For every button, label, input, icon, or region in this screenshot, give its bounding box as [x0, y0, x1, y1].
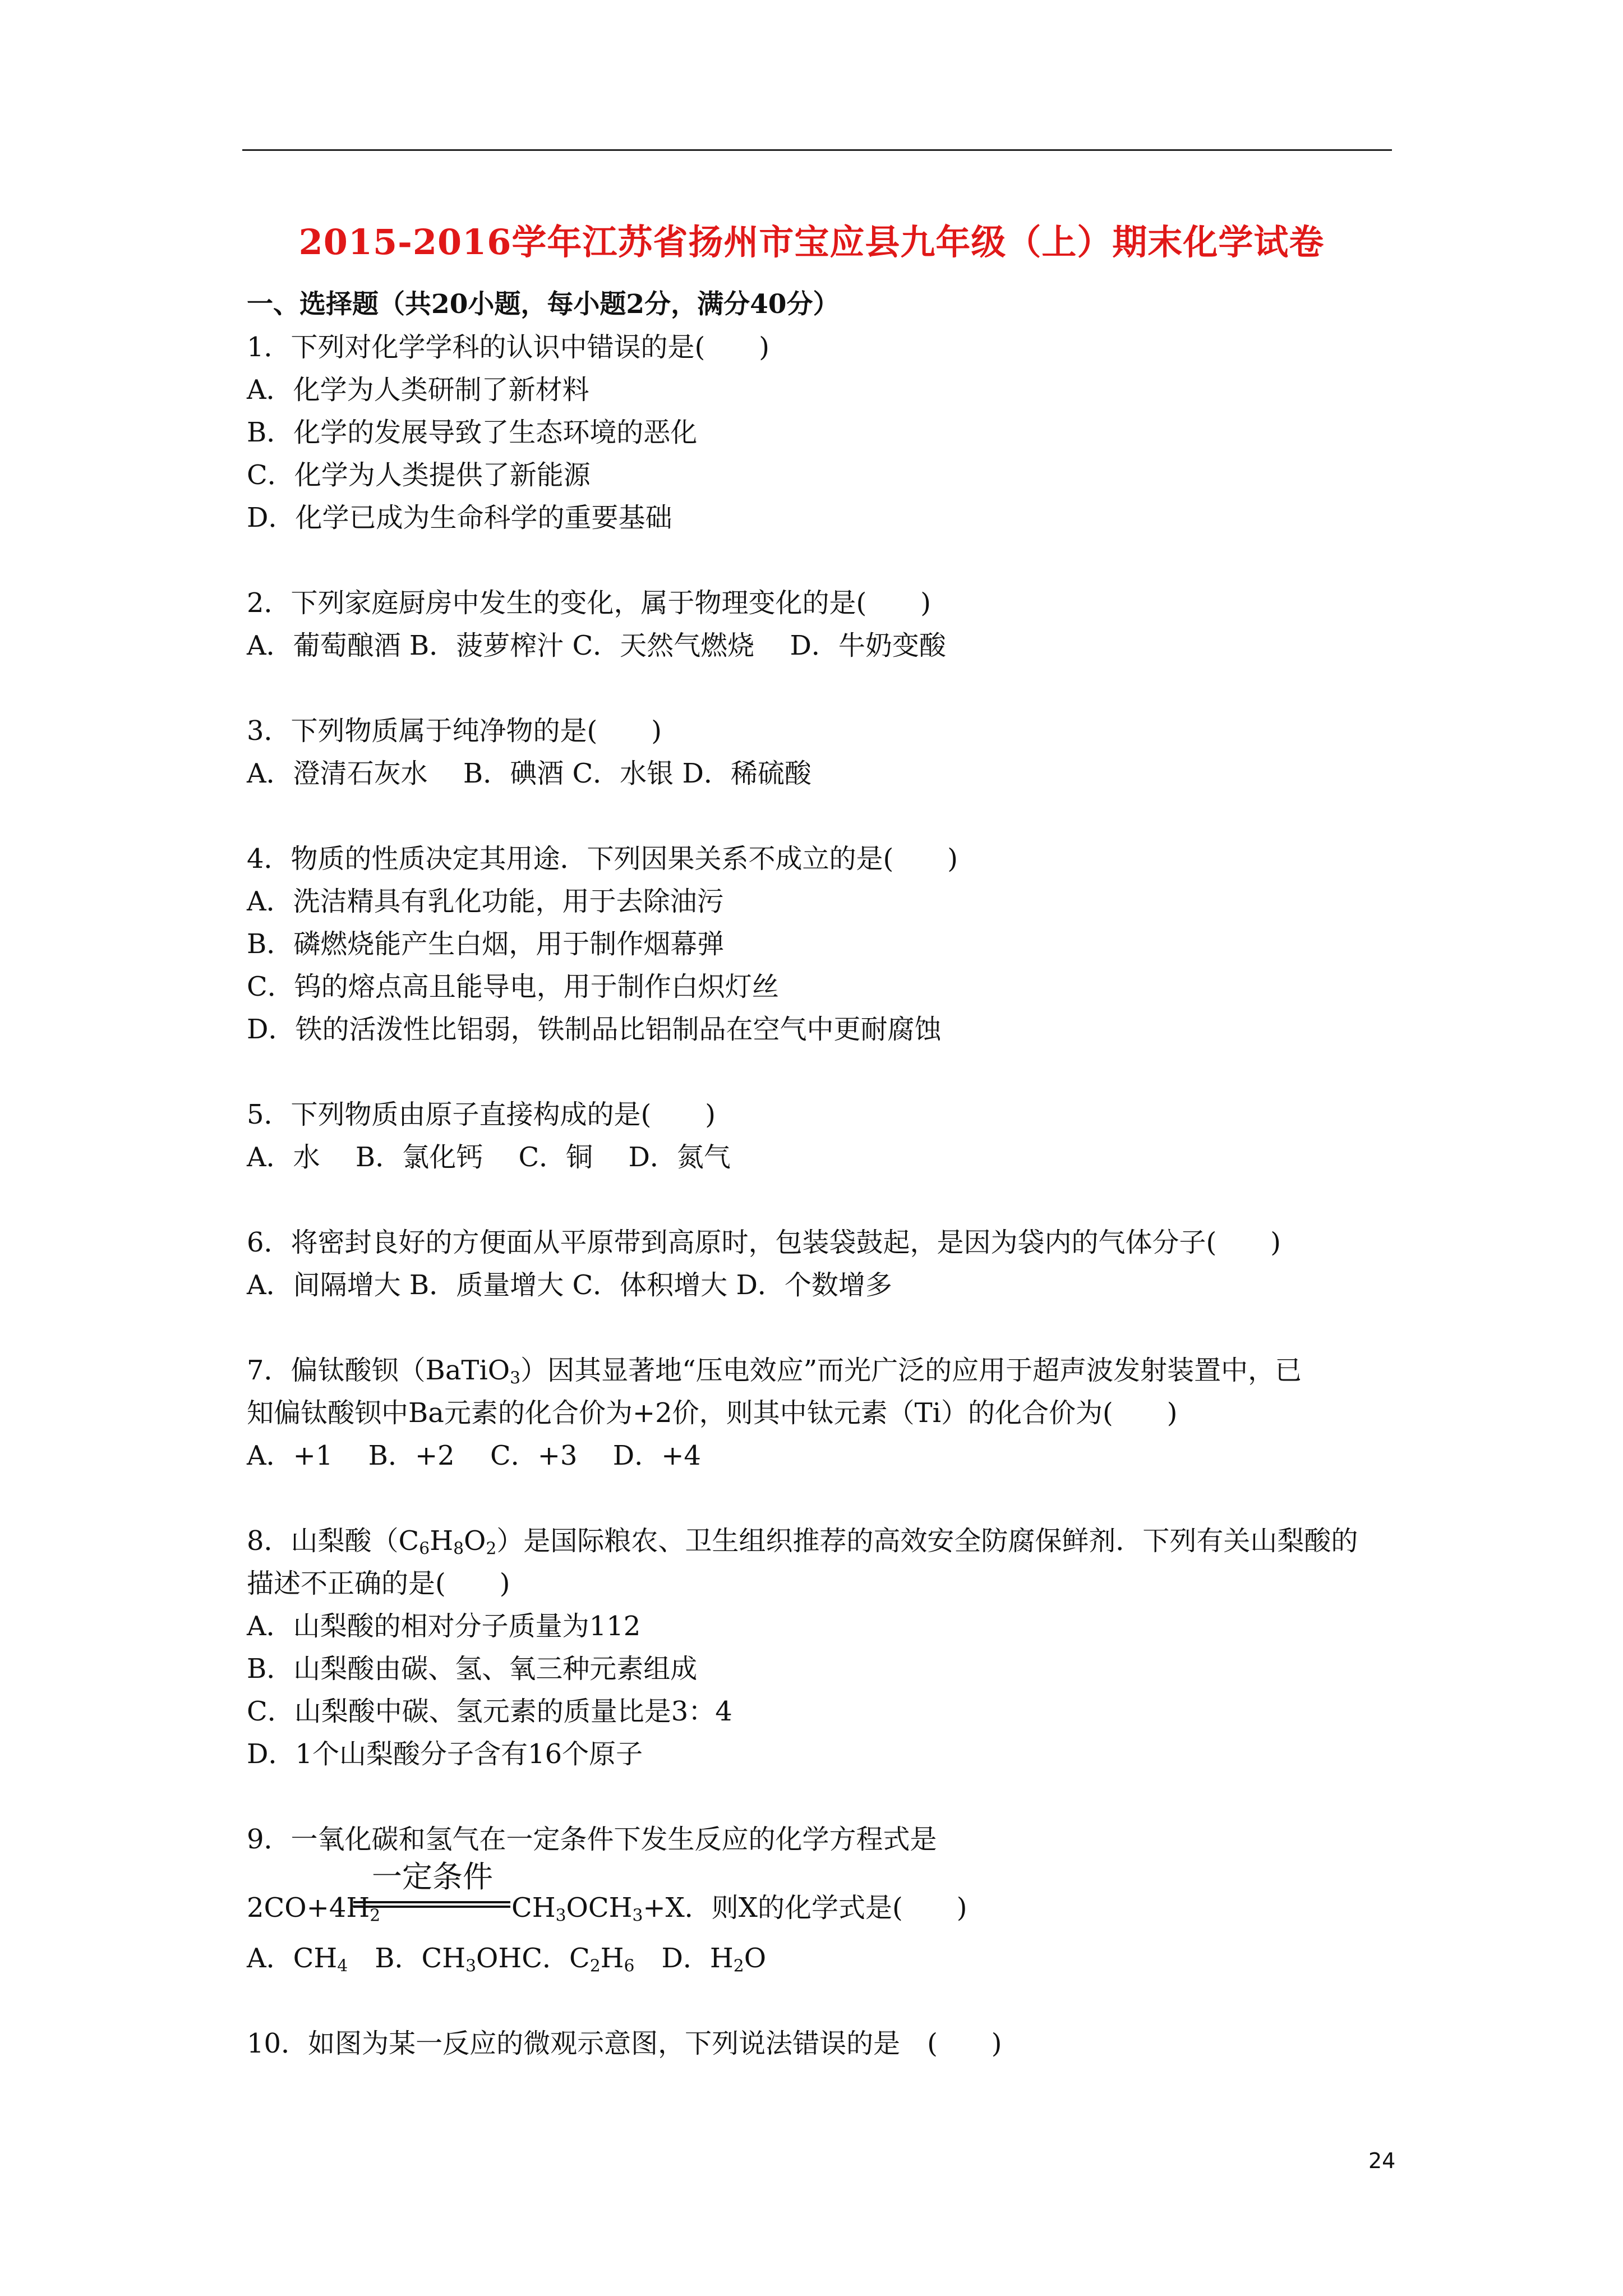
question-option: C．钨的熔点高且能导电，用于制作白炽灯丝 [247, 971, 779, 1002]
question-10-line-1: 10．如图为某一反应的微观示意图，下列说法错误的是 ( ) [247, 2028, 1002, 2059]
equation-reactants: $2CO+4H_2$ [247, 1892, 381, 1926]
question-option: A．澄清石灰水 B．碘酒 C．水银 D．稀硫酸 [247, 758, 811, 789]
question-7-line-2: 知偏钛酸钡中Ba元素的化合价为+2价，则其中钛元素（Ti）的化合价为( ) [247, 1397, 1178, 1429]
equation-equals-sign [353, 1901, 510, 1908]
question-4 [247, 838, 1396, 1051]
question-option: B．磷燃烧能产生白烟，用于制作烟幕弹 [247, 928, 725, 960]
question-option: B．化学的发展导致了生态环境的恶化 [247, 417, 698, 448]
question-8-line-2: 描述不正确的是( ) [247, 1568, 510, 1599]
question-8 [247, 1520, 1396, 1775]
question-9-options: A．$CH_4$ B．$CH_3OHC$．$C_2H_6$ D．$H_2O$ [247, 1943, 767, 1976]
question-6 [247, 1221, 1396, 1306]
question-stem: 1．下列对化学学科的认识中错误的是( ) [247, 332, 769, 363]
question-option: D．化学已成为生命科学的重要基础 [247, 502, 672, 533]
exam-content [247, 283, 1396, 2065]
questions-list [247, 326, 1396, 1306]
question-stem: 3．下列物质属于纯净物的是( ) [247, 715, 662, 747]
question-option: D．铁的活泼性比铝弱，铁制品比铝制品在空气中更耐腐蚀 [247, 1014, 942, 1045]
header-rule [242, 149, 1392, 151]
question-option: A．化学为人类研制了新材料 [247, 374, 589, 406]
question-8-option-a: A．山梨酸的相对分子质量为112 [247, 1611, 641, 1642]
question-8-option-d: D．1个山梨酸分子含有16个原子 [247, 1738, 643, 1770]
question-7-options: A．+1 B．+2 C．+3 D．+4 [247, 1440, 701, 1471]
question-3 [247, 710, 1396, 795]
question-7 [247, 1349, 1396, 1477]
section-heading: 一、选择题（共20小题，每小题2分，满分40分） [247, 289, 840, 320]
question-stem: 2．下列家庭厨房中发生的变化，属于物理变化的是( ) [247, 587, 931, 619]
question-option: C．化学为人类提供了新能源 [247, 459, 591, 491]
chemical-equation [247, 1861, 1396, 1926]
question-stem: 5．下列物质由原子直接构成的是( ) [247, 1099, 716, 1130]
question-option: A．间隔增大 B．质量增大 C．体积增大 D．个数增多 [247, 1269, 892, 1301]
question-8-option-c: C．山梨酸中碳、氢元素的质量比是3：4 [247, 1696, 732, 1727]
question-option: A．水 B．氯化钙 C．铜 D．氮气 [247, 1142, 731, 1173]
question-9 [247, 1818, 1396, 1980]
question-1 [247, 326, 1396, 539]
reaction-condition: 一定条件 [372, 1859, 493, 1894]
equation-products: $CH_3OCH_3+X$．则X的化学式是( ) [511, 1892, 967, 1926]
question-option: A．洗洁精具有乳化功能，用于去除油污 [247, 886, 724, 917]
question-7-line-1: 7．偏钛酸钡（BaTiO$_3$）因其显著地“压电效应”而光广泛的应用于超声波发射装置中，已 [247, 1355, 1302, 1388]
page-number: 24 [1368, 2148, 1396, 2173]
question-option: A．葡萄酿酒 B．菠萝榨汁 C．天然气燃烧 D．牛奶变酸 [247, 630, 946, 661]
question-stem: 4．物质的性质决定其用途．下列因果关系不成立的是( ) [247, 843, 958, 875]
question-stem: 6．将密封良好的方便面从平原带到高原时，包装袋鼓起，是因为袋内的气体分子( ) [247, 1227, 1281, 1258]
page-title: 2015-2016学年江苏省扬州市宝应县九年级（上）期末化学试卷 [298, 222, 1325, 263]
question-8-line-1: 8．山梨酸$(C_6H_8O_2)$是国际粮农、卫生组织推荐的高效安全防腐保鲜剂．下列有关山梨酸的 [247, 1525, 1358, 1559]
question-8-option-b: B．山梨酸由碳、氢、氧三种元素组成 [247, 1653, 698, 1685]
question-10 [247, 2022, 1396, 2065]
question-9-line-1: 9．一氧化碳和氢气在一定条件下发生反应的化学方程式是 [247, 1824, 937, 1855]
question-2 [247, 582, 1396, 667]
question-5 [247, 1093, 1396, 1179]
